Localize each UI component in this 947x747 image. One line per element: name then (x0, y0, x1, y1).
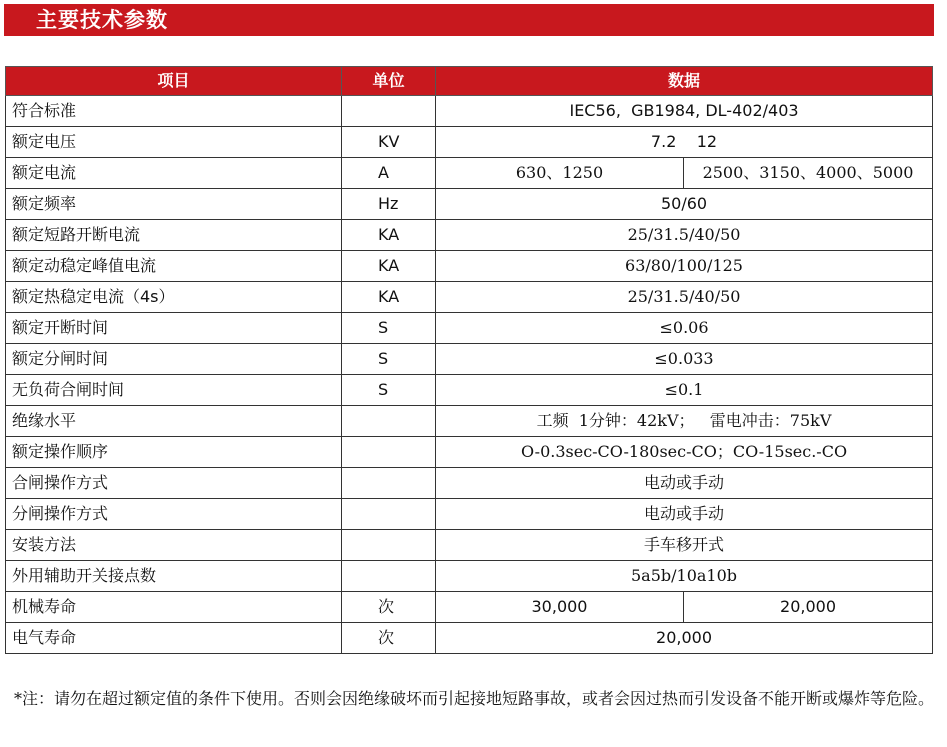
row-unit: S (342, 313, 436, 344)
row-value: 20,000 (436, 623, 933, 654)
row-unit: 次 (342, 623, 436, 654)
row-value: IEC56, GB1984, DL-402/403 (436, 96, 933, 127)
row-item: 额定电流 (6, 158, 342, 189)
row-unit (342, 499, 436, 530)
title-banner (4, 4, 934, 36)
table-row (6, 623, 933, 654)
row-item: 安装方法 (6, 530, 342, 561)
table-row (6, 189, 933, 220)
table-header-row (6, 67, 933, 96)
row-unit (342, 561, 436, 592)
page-title: 主要技术参数 (36, 8, 168, 32)
spec-table (5, 66, 933, 654)
table-row (6, 344, 933, 375)
row-value: O-0.3sec-CO-180sec-CO；CO-15sec.-CO (436, 437, 933, 468)
row-item: 机械寿命 (6, 592, 342, 623)
row-value-a: 30,000 (436, 592, 684, 623)
table-row (6, 406, 933, 437)
row-unit (342, 530, 436, 561)
row-unit (342, 96, 436, 127)
row-value: 手车移开式 (436, 530, 933, 561)
table-row (6, 158, 933, 189)
column-header-item: 项目 (6, 67, 342, 96)
row-item: 绝缘水平 (6, 406, 342, 437)
row-value: 工频 1分钟：42kV； 雷电冲击：75kV (436, 406, 933, 437)
table-row (6, 437, 933, 468)
row-value-a: 630、1250 (436, 158, 684, 189)
row-unit: S (342, 344, 436, 375)
row-value: 5a5b/10a10b (436, 561, 933, 592)
column-header-data: 数据 (436, 67, 933, 96)
row-item: 额定动稳定峰值电流 (6, 251, 342, 282)
table-row (6, 251, 933, 282)
row-unit (342, 406, 436, 437)
row-item: 合闸操作方式 (6, 468, 342, 499)
row-unit: 次 (342, 592, 436, 623)
row-unit (342, 468, 436, 499)
row-value: ≤0.1 (436, 375, 933, 406)
table-row (6, 561, 933, 592)
row-item: 额定操作顺序 (6, 437, 342, 468)
table-row (6, 499, 933, 530)
footnote: *注：请勿在超过额定值的条件下使用。否则会因绝缘破坏而引起接地短路事故，或者会因过热而引发设备不能开断或爆炸等危险。 (14, 689, 935, 708)
row-value-b: 20,000 (684, 592, 933, 623)
row-value: ≤0.06 (436, 313, 933, 344)
row-item: 符合标准 (6, 96, 342, 127)
row-value: ≤0.033 (436, 344, 933, 375)
row-item: 无负荷合闸时间 (6, 375, 342, 406)
table-row (6, 127, 933, 158)
table-row (6, 220, 933, 251)
row-item: 分闸操作方式 (6, 499, 342, 530)
table-row (6, 592, 933, 623)
table-row (6, 468, 933, 499)
row-value: 25/31.5/40/50 (436, 220, 933, 251)
row-unit: KA (342, 251, 436, 282)
row-item: 额定短路开断电流 (6, 220, 342, 251)
row-unit: A (342, 158, 436, 189)
row-value-b: 2500、3150、4000、5000 (684, 158, 933, 189)
column-header-unit: 单位 (342, 67, 436, 96)
row-value: 63/80/100/125 (436, 251, 933, 282)
table-row (6, 282, 933, 313)
row-value: 电动或手动 (436, 499, 933, 530)
row-item: 额定电压 (6, 127, 342, 158)
row-item: 额定热稳定电流（4s） (6, 282, 342, 313)
row-unit: KV (342, 127, 436, 158)
table-row (6, 96, 933, 127)
table-row (6, 313, 933, 344)
row-item: 额定开断时间 (6, 313, 342, 344)
row-item: 额定分闸时间 (6, 344, 342, 375)
row-value: 电动或手动 (436, 468, 933, 499)
row-item: 电气寿命 (6, 623, 342, 654)
row-unit: S (342, 375, 436, 406)
table-row (6, 530, 933, 561)
row-unit: KA (342, 220, 436, 251)
row-value: 25/31.5/40/50 (436, 282, 933, 313)
row-unit (342, 437, 436, 468)
row-value: 7.2 12 (436, 127, 933, 158)
row-item: 外用辅助开关接点数 (6, 561, 342, 592)
row-value: 50/60 (436, 189, 933, 220)
row-unit: Hz (342, 189, 436, 220)
row-item: 额定频率 (6, 189, 342, 220)
table-row (6, 375, 933, 406)
row-unit: KA (342, 282, 436, 313)
